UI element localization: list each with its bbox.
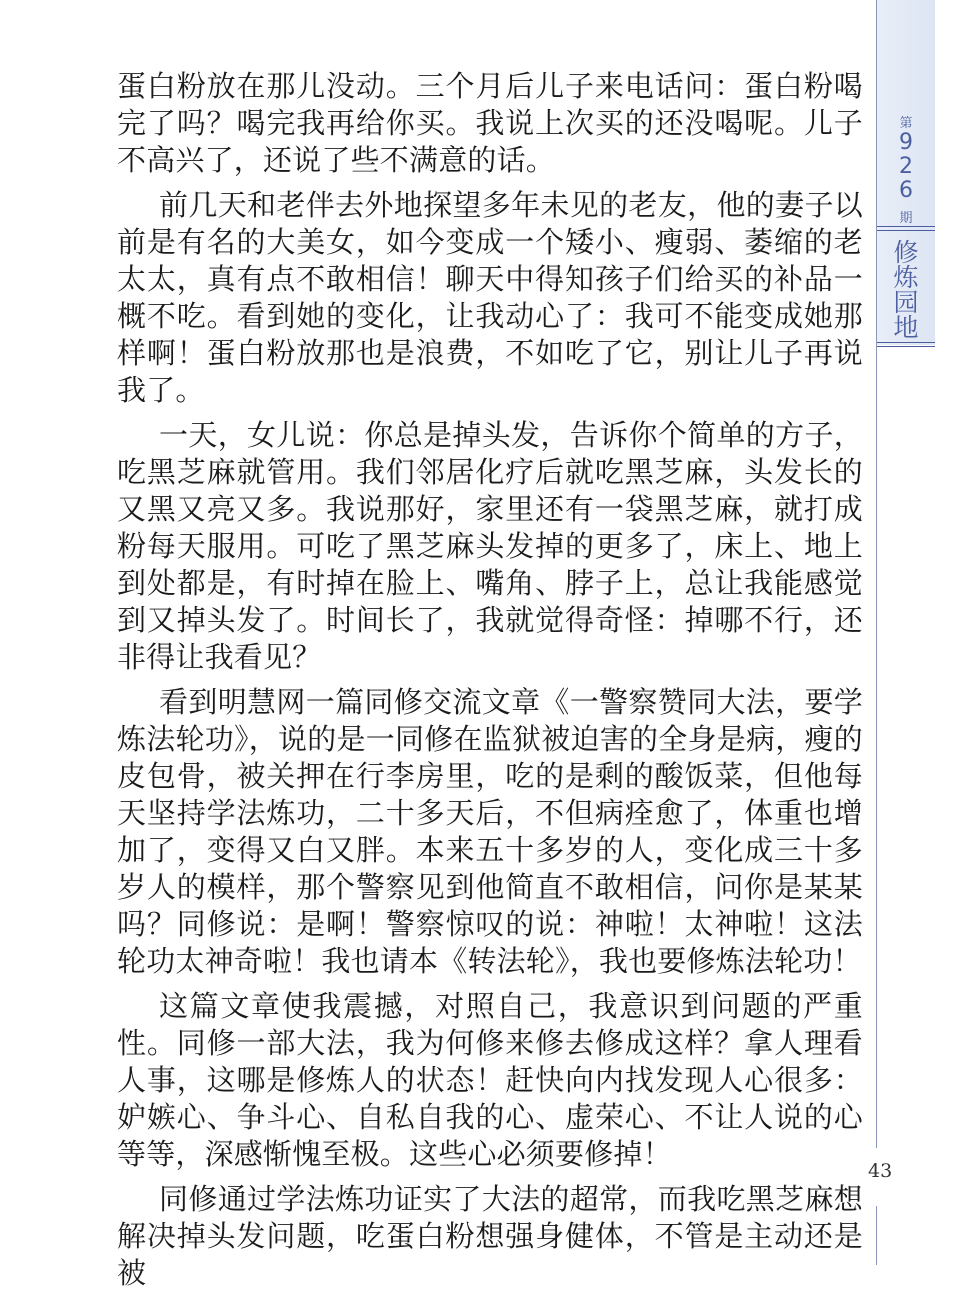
section-title-char: 地 (893, 313, 919, 342)
issue-digit: 2 (899, 154, 913, 179)
issue-suffix: 期 (899, 211, 913, 226)
paragraph-5: 这篇文章使我震撼，对照自己，我意识到问题的严重性。同修一部大法，我为何修来修去修成这样？拿人理看人事，这哪是修炼人的状态！赶快向内找发现人心很多：妒嫉心、争斗心、自私自我的心、虚荣心、不让人说的心等等，深感惭愧至极。这些心必须要修掉！ (117, 989, 863, 1171)
side-strip (876, 0, 936, 1265)
article-body (117, 68, 863, 1300)
section-title-char: 园 (893, 288, 919, 317)
section-title-char: 修 (893, 238, 919, 267)
paragraph-6: 同修通过学法炼功证实了大法的超常，而我吃黑芝麻想解决掉头发问题，吃蛋白粉想强身健体，不管是主动还是被 (117, 1182, 863, 1290)
section-rule (877, 226, 935, 231)
paragraph-1: 蛋白粉放在那儿没动。三个月后儿子来电话问：蛋白粉喝完了吗？喝完我再给你买。我说上次买的还没喝呢。儿子不高兴了，还说了些不满意的话。 (117, 69, 863, 177)
issue-number (877, 96, 935, 226)
issue-digit: 6 (899, 178, 913, 203)
paragraph-4: 看到明慧网一篇同修交流文章《一警察赞同大法，要学炼法轮功》，说的是一同修在监狱被迫害的全身是病，瘦的皮包骨，被关押在行李房里，吃的是剩的酸饭菜，但他每天坚持学法炼功，二十多天后，不但病痊愈了，体重也增加了，变得又白又胖。本来五十多岁的人，变化成三十多岁人的模样，那个警察见到他简直不敢相信，问你是某某吗？同修说：是啊！警察惊叹的说：神啦！太神啦！这法轮功太神奇啦！我也请本《转法轮》，我也要修炼法轮功！ (117, 685, 863, 978)
page-number: 43 (868, 1160, 893, 1182)
issue-prefix: 第 (899, 116, 913, 131)
paragraph-3: 一天，女儿说：你总是掉头发，告诉你个简单的方子，吃黑芝麻就管用。我们邻居化疗后就吃黑芝麻，头发长的又黑又亮又多。我说那好，家里还有一袋黑芝麻，就打成粉每天服用。可吃了黑芝麻头发掉的更多了，床上、地上到处都是，有时掉在脸上、嘴角、脖子上，总让我能感觉到又掉头发了。时间长了，我就觉得奇怪：掉哪不行，还非得让我看见？ (117, 418, 863, 674)
issue-digit: 9 (899, 130, 913, 155)
section-title-char: 炼 (893, 263, 919, 292)
paragraph-2: 前几天和老伴去外地探望多年未见的老友，他的妻子以前是有名的大美女，如今变成一个矮小、瘦弱、萎缩的老太太，真有点不敢相信！聊天中得知孩子们给买的补品一概不吃。看到她的变化，让我动心了：我可不能变成她那样啊！蛋白粉放那也是浪费，不如吃了它，别让儿子再说我了。 (117, 188, 863, 407)
section-title (877, 240, 935, 340)
section-rule-bottom (877, 342, 935, 347)
side-divider-line-lower (876, 1206, 877, 1265)
